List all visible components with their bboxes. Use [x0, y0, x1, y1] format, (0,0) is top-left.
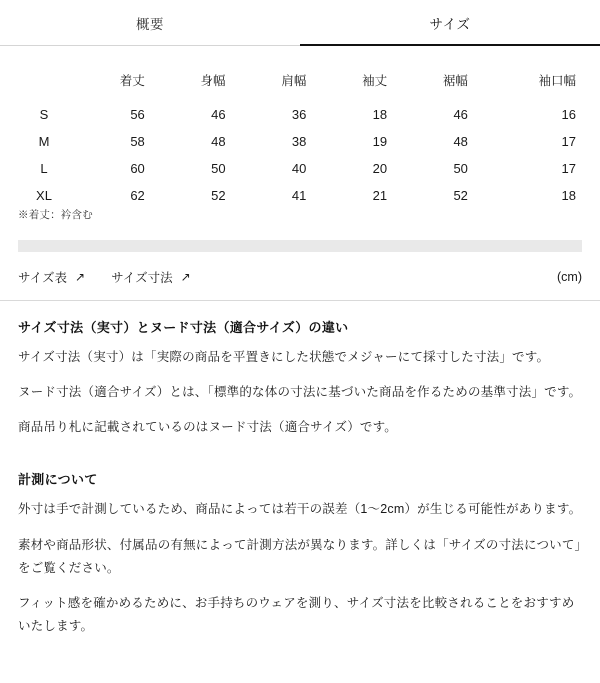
- tab-size[interactable]: [300, 0, 600, 45]
- section-heading-difference: サイズ寸法（実寸）とヌード寸法（適合サイズ）の違い: [18, 320, 349, 335]
- column-header-1: 身幅: [200, 74, 226, 88]
- section-separator-bar: [18, 240, 582, 252]
- size-links-row: [0, 252, 600, 300]
- section-paragraph: ヌード寸法（適合サイズ）とは、「標準的な体の寸法に基づいた商品を作るための基準寸法」です。: [18, 385, 582, 400]
- size-measurement-link[interactable]: [111, 268, 191, 286]
- size-chart-link-label: サイズ表: [18, 271, 68, 285]
- section-paragraph: サイズ寸法（実寸）は「実際の商品を平置きにした状態でメジャーにて採寸した寸法」です。: [18, 350, 550, 364]
- section-paragraph: 外寸は手で計測しているため、商品によっては若干の誤差（1〜2cm）が生じる可能性があります。: [18, 502, 582, 517]
- cell-s-3: 18: [372, 107, 388, 122]
- section-heading-measurement: 計測について: [18, 472, 98, 488]
- section-spacer: [18, 451, 582, 469]
- cell-l-3: 20: [372, 161, 388, 176]
- cell-xl-2: 41: [291, 188, 307, 203]
- cell-s-0: 56: [130, 107, 145, 122]
- section-paragraph: 素材や商品形状、付属品の有無によって計測方法が異なります。詳しくは「サイズの寸法について」をご覧ください。: [18, 537, 582, 575]
- cell-xl-5: 18: [561, 188, 576, 203]
- info-content: [0, 301, 600, 638]
- row-size-label: XL: [36, 188, 52, 203]
- size-measurement-link-label: サイズ寸法: [111, 271, 173, 285]
- cell-l-1: 50: [211, 161, 226, 176]
- cell-s-5: 16: [561, 107, 576, 122]
- cell-xl-1: 52: [211, 188, 226, 203]
- unit-label: (cm): [557, 270, 582, 284]
- column-header-0: 着丈: [119, 74, 145, 88]
- external-link-icon: ↗: [180, 270, 191, 284]
- size-table-body: [18, 101, 582, 209]
- cell-l-5: 17: [561, 161, 576, 176]
- column-header-4: 裾幅: [442, 74, 468, 88]
- tab-overview[interactable]: [0, 0, 300, 45]
- tab-bar: [0, 0, 600, 46]
- section-paragraph: フィット感を確かめるために、お手持ちのウェアを測り、サイズ寸法を比較されることをおすすめいたします。: [18, 595, 575, 633]
- row-size-label: S: [39, 107, 49, 122]
- section-paragraph: 商品吊り札に記載されているのはヌード寸法（適合サイズ）です。: [18, 420, 398, 435]
- cell-m-0: 58: [130, 134, 145, 149]
- tab-overview-label: 概要: [136, 16, 164, 32]
- cell-s-1: 46: [211, 107, 226, 122]
- cell-xl-3: 21: [372, 188, 388, 203]
- external-link-icon: ↗: [75, 270, 86, 284]
- size-table-footnote: ※着丈：衿含む: [18, 209, 93, 221]
- size-chart-link[interactable]: [18, 268, 85, 286]
- cell-xl-4: 52: [453, 188, 468, 203]
- table-row: [18, 101, 582, 128]
- cell-l-0: 60: [130, 161, 145, 176]
- column-header-3: 袖丈: [362, 74, 388, 88]
- cell-s-4: 46: [453, 107, 468, 122]
- table-row: [18, 155, 582, 182]
- row-size-label: M: [38, 134, 50, 149]
- cell-m-1: 48: [211, 134, 226, 149]
- row-size-label: L: [40, 161, 48, 176]
- cell-m-3: 19: [372, 134, 388, 149]
- cell-l-4: 50: [453, 161, 468, 176]
- table-row: [18, 128, 582, 155]
- column-header-2: 肩幅: [281, 74, 307, 88]
- cell-xl-0: 62: [130, 188, 145, 203]
- size-table-head: [18, 64, 582, 101]
- size-table-header-row: [18, 64, 582, 101]
- size-table-container: [0, 46, 600, 209]
- cell-s-2: 36: [291, 107, 307, 122]
- size-table: [18, 64, 582, 209]
- column-header-5: 袖口幅: [538, 74, 576, 88]
- tab-size-label: サイズ: [429, 16, 471, 32]
- size-table-corner: [18, 64, 70, 101]
- table-row: [18, 182, 582, 209]
- cell-l-2: 40: [291, 161, 307, 176]
- cell-m-5: 17: [561, 134, 576, 149]
- cell-m-2: 38: [291, 134, 307, 149]
- cell-m-4: 48: [453, 134, 468, 149]
